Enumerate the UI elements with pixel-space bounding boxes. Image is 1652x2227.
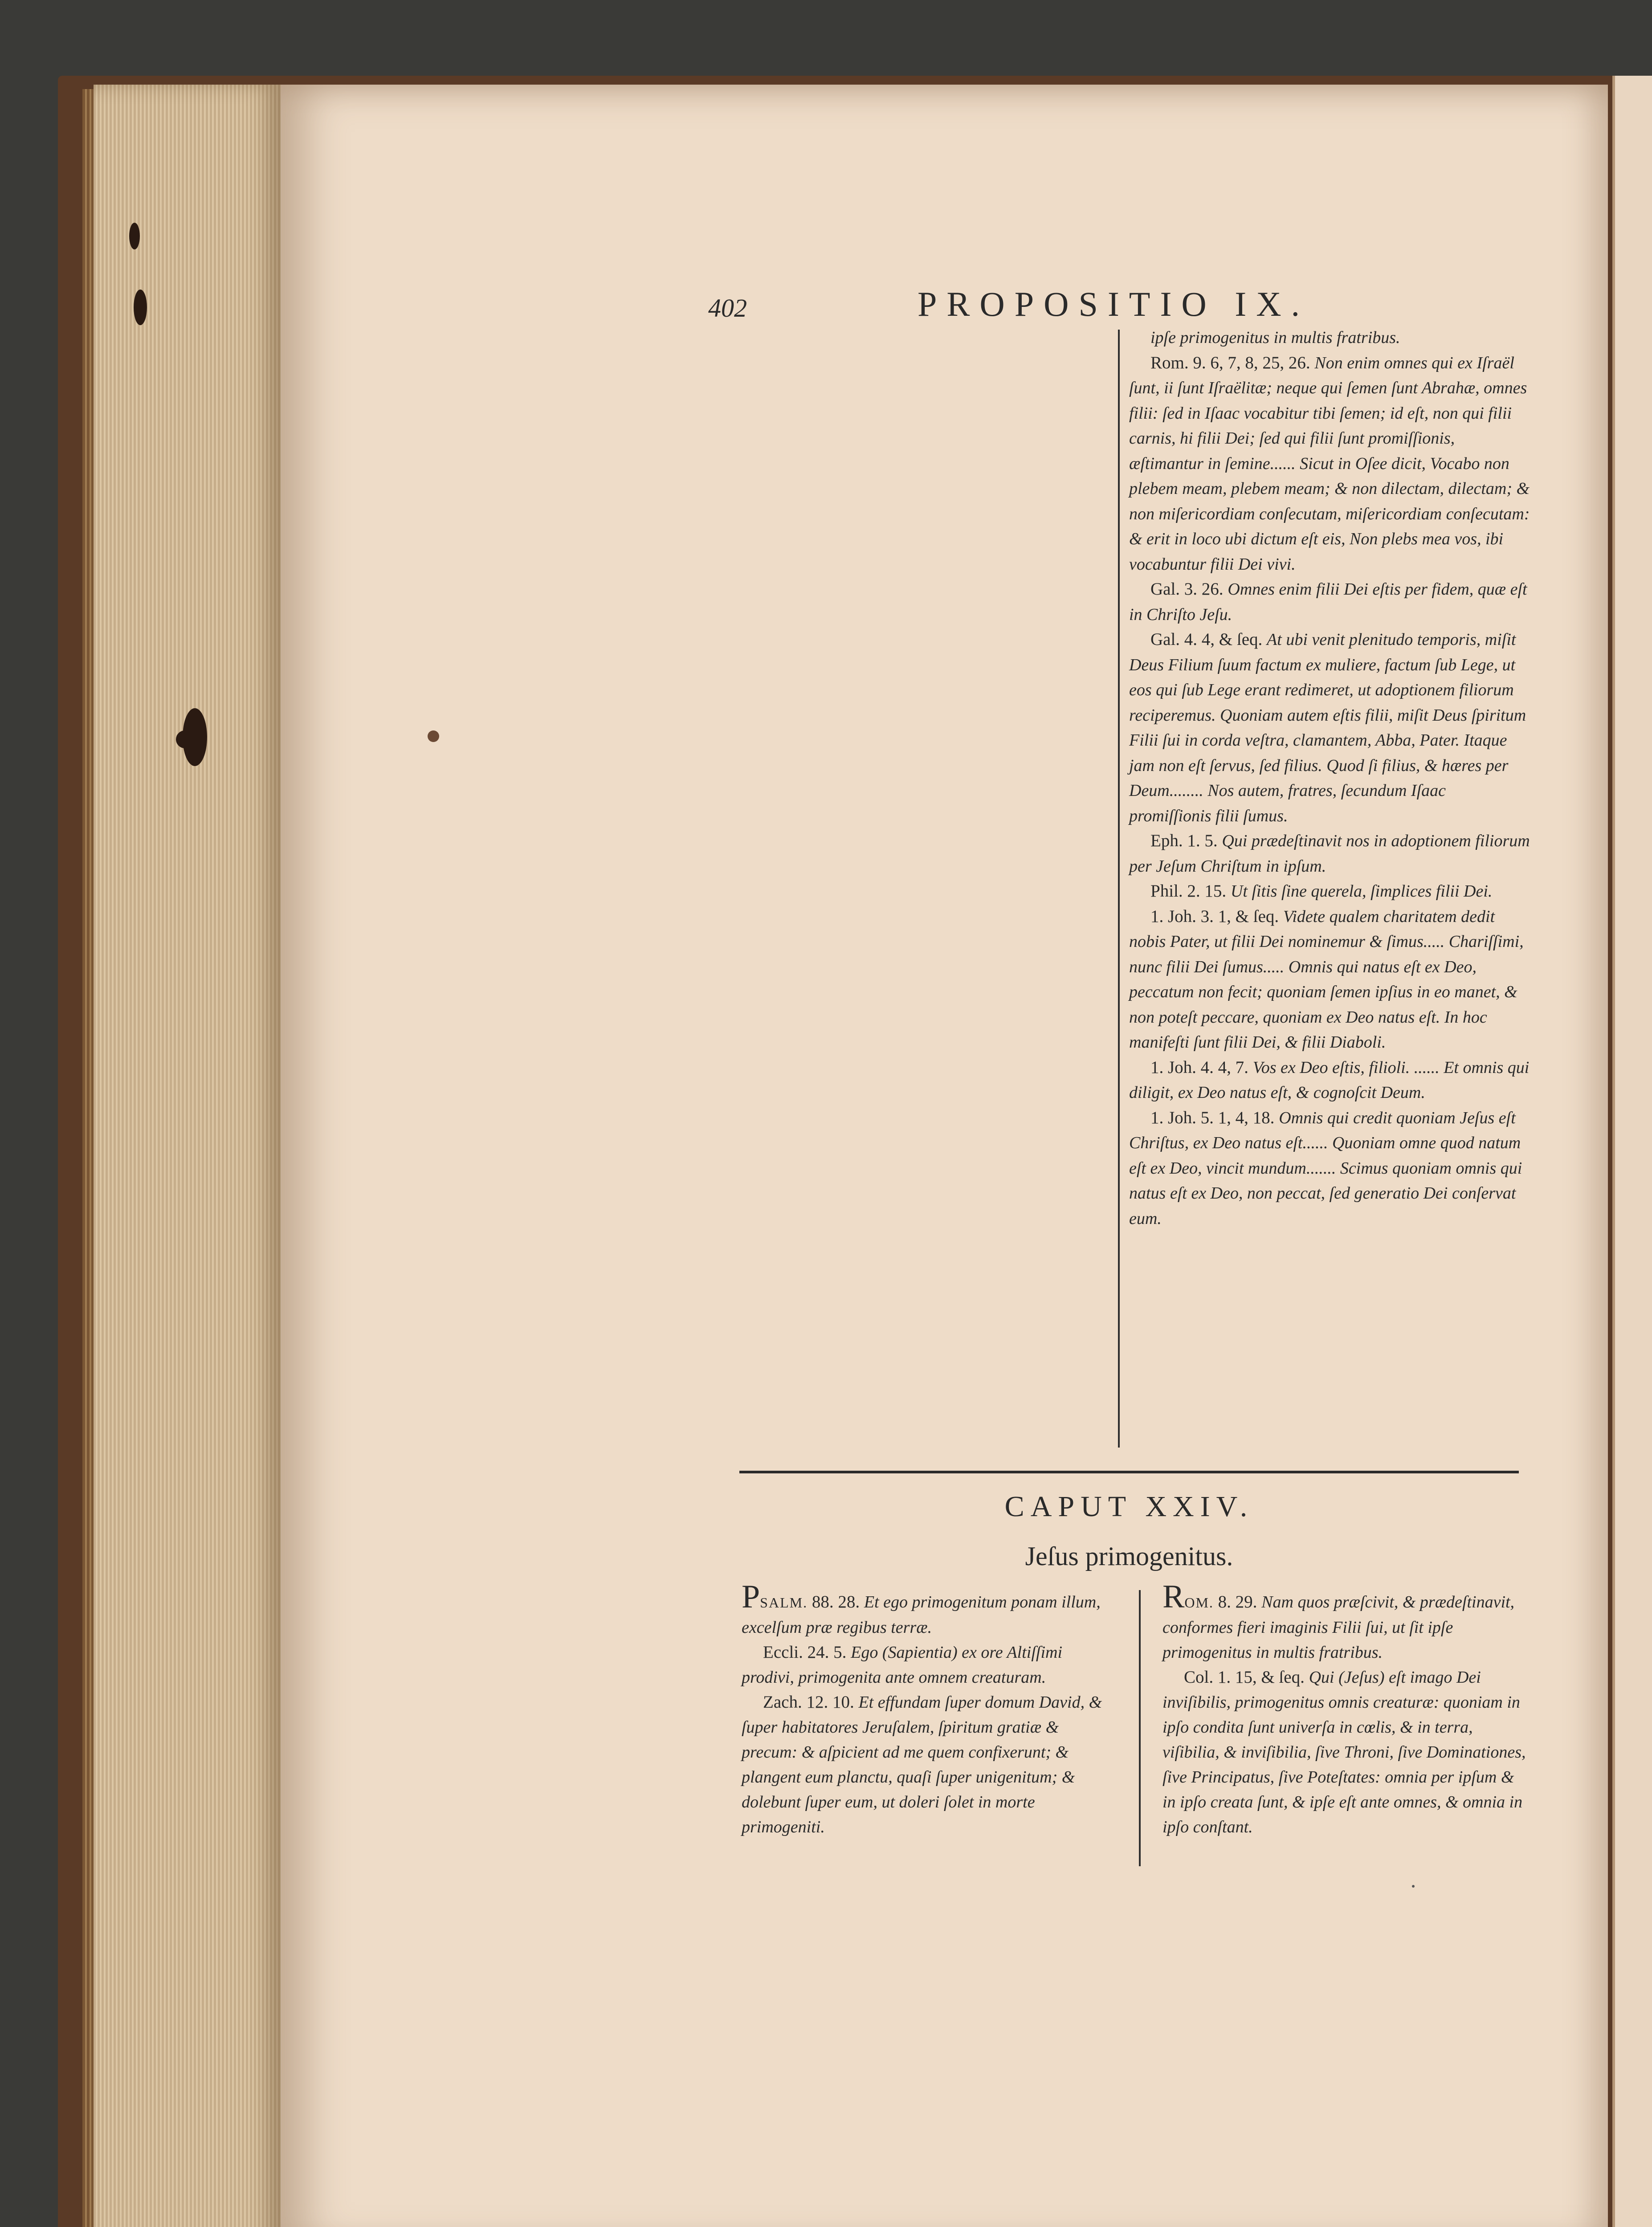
verse-reference: 1. Joh. 3. 1, & ſeq. <box>1150 906 1279 926</box>
verse-text: Qui (Jeſus) eſt imago Dei inviſibilis, primogenitus omnis creaturæ: quoniam in ipſo condita ſunt univerſa in cœlis, & in terra, viſibilia, & inviſibilia, ſive Throni, ſive Dominationes, ſive Principatus, ſive Poteſtates: omnia per ipſum & in ipſo creata ſunt, & ipſe eſt ante omnes, & omnia in ipſo conſtant. <box>1163 1668 1526 1836</box>
ink-stain <box>176 730 194 748</box>
verse-text: Ego (Sapientia) ex ore Altiſſimi prodivi, primogenita ante omnem creaturam. <box>742 1643 1063 1687</box>
verse-reference: Zach. 12. 10. <box>763 1693 854 1712</box>
verse-reference: 1. Joh. 5. 1, 4, 18. <box>1150 1108 1275 1127</box>
drop-cap: P <box>742 1578 760 1615</box>
left-column <box>742 1578 1107 1840</box>
page-number: 402 <box>708 294 747 322</box>
column-rule <box>1139 1590 1141 1866</box>
opening-paragraph <box>1163 1578 1528 1665</box>
opening-paragraph <box>742 1578 1107 1640</box>
chapter-rule <box>739 1471 1519 1473</box>
book-abbrev: SALM. <box>760 1595 808 1611</box>
right-column <box>1163 1578 1528 1840</box>
chapter-title: CAPUT XXIV. <box>1004 1490 1254 1523</box>
citation-paragraph <box>1129 904 1530 1055</box>
verse-text: Nam quos præſcivit, & prædeſtinavit, conformes fieri imaginis Filii ſui, ut ſit ipſe primogenitus in multis fratribus. <box>1163 1593 1515 1662</box>
verse-text: Videte qualem charitatem dedit nobis Pater, ut filii Dei nominemur & ſimus..... Chariſſimi, nunc filii Dei ſumus..... Omnis qui natus eſt ex Deo, peccatum non fecit; quoniam ſemen ipſius in eo manet, & non poteſt peccare, quoniam ex Deo natus eſt. In hoc manifeſti ſunt filii Dei, & filii Diaboli. <box>1129 907 1524 1052</box>
citation-paragraph <box>1129 627 1530 828</box>
verse-text: Ut ſitis ſine querela, ſimplices filii Dei. <box>1230 882 1493 901</box>
verse-reference: Phil. 2. 15. <box>1150 881 1227 901</box>
verse-reference: Eph. 1. 5. <box>1150 831 1218 850</box>
citation-paragraph <box>1129 577 1530 627</box>
facing-page-edge <box>1612 76 1652 2227</box>
verse-text: Non enim omnes qui ex Iſraël ſunt, ii ſunt Iſraëlitæ; neque qui ſemen ſunt Abrahæ, omnes filii: ſed in Iſaac vocabitur tibi ſemen; id eſt, non qui filii carnis, hi filii Dei; ſed qui filii ſunt promiſſionis, æſtimantur in ſemine...... Sicut in Oſee dicit, Vocabo non plebem meam, plebem meam; & non dilectam, dilectam; & non miſericordiam conſecutam, miſericordiam conſecutam: & erit in loco ubi dictum eſt eis, Non plebs mea vos, ibi vocabuntur filii Dei vivi. <box>1129 353 1530 574</box>
verse-text: Et ego primogenitum ponam illum, excelſum præ regibus terræ. <box>742 1593 1101 1637</box>
ink-stain <box>134 290 147 325</box>
verse-reference: Col. 1. 15, & ſeq. <box>1184 1668 1305 1687</box>
verse-reference: Eccli. 24. 5. <box>763 1643 847 1662</box>
running-head: PROPOSITIO IX. <box>918 285 1310 323</box>
citation-paragraph <box>742 1690 1107 1840</box>
verse-text: ipſe primogenitus in multis fratribus. <box>1150 328 1400 347</box>
ink-stain <box>428 730 439 742</box>
verse-reference: 8. 29. <box>1213 1592 1257 1611</box>
citation-paragraph <box>742 1640 1107 1690</box>
verse-reference: Gal. 3. 26. <box>1150 579 1224 599</box>
verse-reference: Gal. 4. 4, & ſeq. <box>1150 630 1263 649</box>
citation-paragraph <box>1129 879 1530 904</box>
verse-text: Vos ex Deo eſtis, filioli. ...... Et omnis qui diligit, ex Deo natus eſt, & cognoſcit Deum. <box>1129 1058 1530 1102</box>
citation-paragraph <box>1129 1105 1530 1232</box>
drop-cap: R <box>1163 1578 1185 1615</box>
citation-paragraph <box>1129 351 1530 577</box>
verse-text: Omnes enim filii Dei eſtis per fidem, quæ eſt in Chriſto Jeſu. <box>1129 580 1527 624</box>
citation-paragraph <box>1129 325 1530 351</box>
column-rule <box>1118 330 1120 1448</box>
citation-paragraph <box>1163 1665 1528 1840</box>
verse-reference: Rom. 9. 6, 7, 8, 25, 26. <box>1150 353 1310 372</box>
verse-text: Qui prædeſtinavit nos in adoptionem filiorum per Jeſum Chriſtum in ipſum. <box>1129 832 1530 876</box>
citation-paragraph <box>1129 828 1530 879</box>
page-block-edge <box>94 85 281 2227</box>
verse-text: Omnis qui credit quoniam Jeſus eſt Chriſtus, ex Deo natus eſt...... Quoniam omne quod natum eſt ex Deo, vincit mundum....... Scimus quoniam omnis qui natus eſt ex Deo, non peccat, ſed generatio Dei conſervat eum. <box>1129 1108 1522 1228</box>
verse-text: Et effundam ſuper domum David, & ſuper habitatores Jeruſalem, ſpiritum gratiæ & precum: & aſpicient ad me quem confixerunt; & plangent eum planctu, quaſi ſuper unigenitum; & dolebunt ſuper eum, ut doleri ſolet in morte primogeniti. <box>742 1693 1102 1836</box>
book-abbrev: OM. <box>1184 1595 1214 1611</box>
verse-reference: 88. 28. <box>808 1592 860 1611</box>
ink-stain <box>129 223 140 249</box>
citation-paragraph <box>1129 1055 1530 1105</box>
upper-right-column <box>1129 325 1530 1231</box>
chapter-subtitle: Jeſus primogenitus. <box>1025 1542 1233 1571</box>
verse-reference: 1. Joh. 4. 4, 7. <box>1150 1057 1248 1077</box>
verse-text: At ubi venit plenitudo temporis, miſit Deus Filium ſuum factum ex muliere, factum ſub Lege, ut eos qui ſub Lege erant redimeret, ut adoptionem filiorum reciperemus. Quoniam autem eſtis filii, miſit Deus ſpiritum Filii ſui in corda veſtra, clamantem, Abba, Pater. Itaque jam non eſt ſervus, ſed filius. Quod ſi filius, & hæres per Deum........ Nos autem, fratres, ſecundum Iſaac promiſſionis filii ſumus. <box>1129 630 1526 825</box>
printer-mark <box>1412 1885 1415 1888</box>
